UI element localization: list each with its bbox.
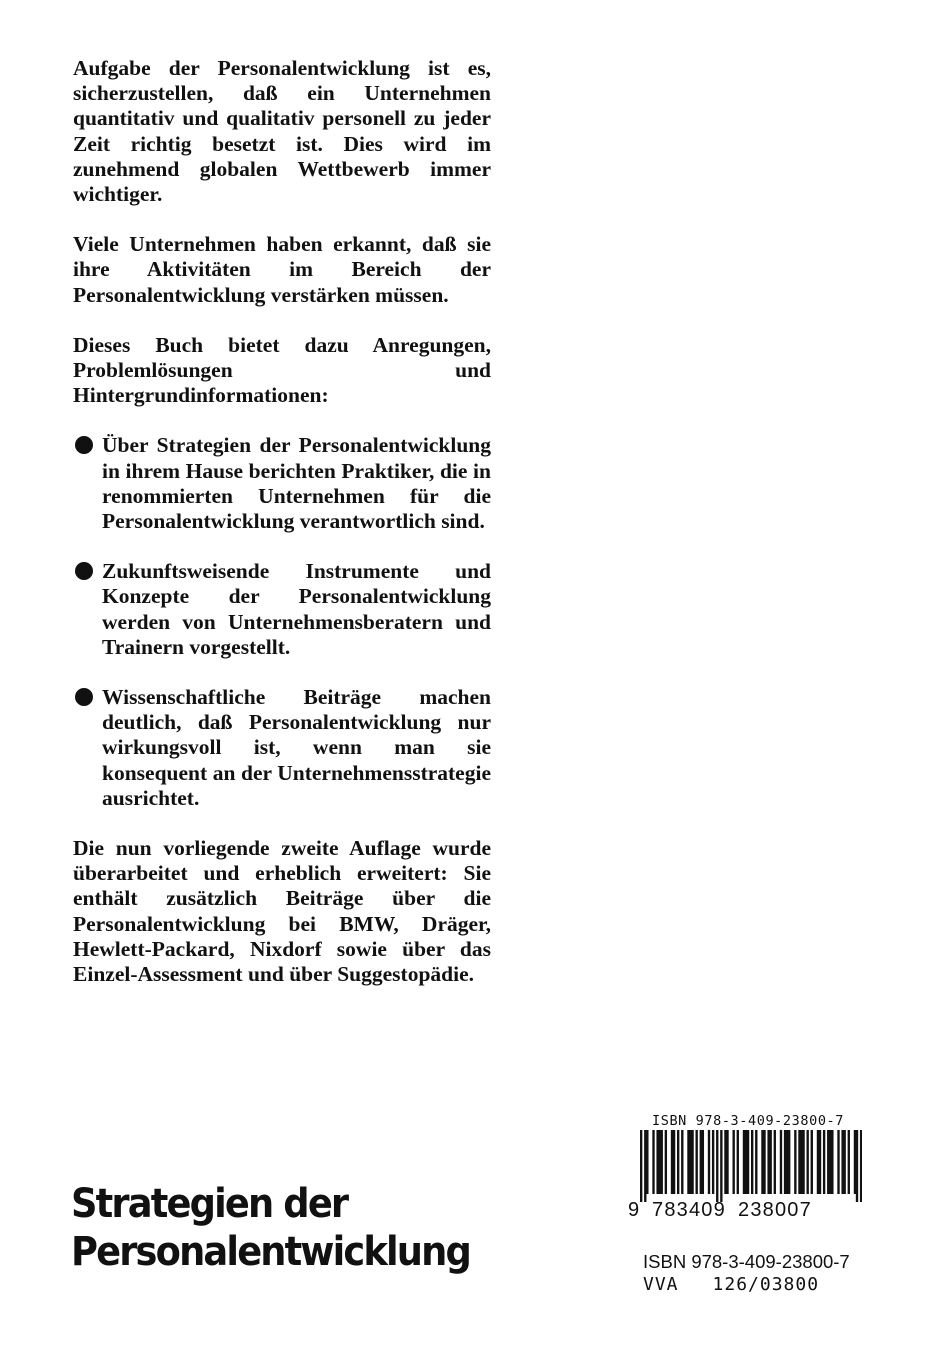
closing-paragraph: Die nun vorliegende zweite Auflage wurde überarbeitet und erheblich erweitert: Sie enthält zusätzlich Beiträge über die Personalentwicklung bei BMW, Dräger, Hewlett-Packard, Nixdorf sowie über das Einzel-Assessment und über Suggestopädie. — [73, 836, 491, 987]
barcode-bar — [640, 1130, 642, 1202]
barcode-first-digit: 9 — [628, 1199, 640, 1221]
barcode-bar — [712, 1130, 714, 1194]
barcode-bar — [652, 1130, 654, 1194]
barcode-bar — [751, 1130, 753, 1194]
barcode-bar — [700, 1130, 702, 1194]
barcode-bar — [702, 1130, 704, 1194]
barcode-bar — [786, 1130, 788, 1194]
barcode-bar — [755, 1130, 757, 1194]
barcode-bar — [774, 1130, 776, 1194]
barcode-right-digits: 238007 — [738, 1199, 812, 1221]
barcode-bar — [817, 1130, 819, 1194]
barcode-left-digits: 783409 — [652, 1199, 726, 1221]
barcode-bar — [854, 1130, 856, 1194]
barcode-bar — [659, 1130, 661, 1194]
barcode-bar — [770, 1130, 772, 1194]
barcode-bar — [720, 1130, 722, 1202]
isbn-number: ISBN 978-3-409-23800-7 — [643, 1251, 850, 1272]
bullet-item: Wissenschaftliche Beiträge machen deutlich, daß Personalentwicklung nur wirkungsvoll ist, wenn man sie konsequent an der Unternehmensstrategie ausrichtet. — [73, 685, 491, 811]
barcode-icon — [640, 1130, 862, 1202]
order-number: 126/03800 — [712, 1274, 820, 1295]
barcode-bar — [656, 1130, 658, 1194]
barcode-bar — [800, 1130, 802, 1194]
book-title-line-1: Strategien der — [71, 1181, 348, 1227]
bullet-item: Über Strategien der Personalentwicklung in ihrem Hause berichten Praktiker, die in renommierten Unternehmen für die Personalentwicklung verantwortlich sind. — [73, 433, 491, 534]
barcode-bar — [671, 1130, 673, 1194]
barcode-bar — [743, 1130, 745, 1194]
publisher-code — [643, 1274, 819, 1295]
barcode-bar — [827, 1130, 829, 1194]
barcode-bar — [780, 1130, 782, 1194]
barcode-bar — [726, 1130, 728, 1194]
back-cover-text — [73, 56, 491, 1012]
barcode-bar — [844, 1130, 846, 1194]
barcode-bar — [831, 1130, 833, 1194]
barcode-bar — [811, 1130, 813, 1194]
barcode-bar — [829, 1130, 831, 1194]
barcode-bar — [661, 1130, 663, 1194]
barcode-bar — [747, 1130, 749, 1194]
barcode-bar — [665, 1130, 667, 1194]
barcode-bar — [646, 1130, 648, 1194]
barcode-bar — [689, 1130, 691, 1194]
third-paragraph: Dieses Buch bietet dazu Anregungen, Problemlösungen und Hintergrundinformationen: — [73, 332, 491, 408]
barcode-bar — [696, 1130, 698, 1194]
barcode-bar — [798, 1130, 800, 1194]
barcode-bar — [860, 1130, 862, 1202]
book-title-line-2: Personalentwicklung — [71, 1229, 470, 1275]
barcode-bar — [794, 1130, 796, 1194]
barcode-bar — [788, 1130, 790, 1194]
barcode-bar — [677, 1130, 679, 1194]
barcode-bar — [644, 1130, 646, 1202]
barcode-bar — [691, 1130, 693, 1194]
bullet-item: Zukunftsweisende Instrumente und Konzepte der Personalentwicklung werden von Unternehmensberatern und Trainern vorgestellt. — [73, 559, 491, 660]
barcode-bar — [841, 1130, 843, 1194]
barcode-bar — [848, 1130, 850, 1194]
barcode-bar — [802, 1130, 804, 1194]
barcode-bar — [716, 1130, 718, 1202]
barcode-bar — [837, 1130, 839, 1194]
book-title — [71, 1180, 470, 1276]
second-paragraph: Viele Unternehmen haben erkannt, daß sie ihre Aktivitäten im Bereich der Personalentwicklung verstärken müssen. — [73, 232, 491, 307]
barcode-bar — [708, 1130, 710, 1194]
publisher-abbrev: VVA — [643, 1274, 679, 1295]
barcode-bar — [767, 1130, 769, 1194]
bullet-list — [73, 433, 491, 811]
barcode-bar — [819, 1130, 821, 1194]
barcode-bar — [856, 1130, 858, 1202]
barcode-isbn-label: ISBN 978-3-409-23800-7 — [652, 1113, 845, 1129]
barcode-bar — [763, 1130, 765, 1194]
barcode-bar — [687, 1130, 689, 1194]
barcode-bar — [761, 1130, 763, 1194]
intro-paragraph: Aufgabe der Personalentwicklung ist es, sicherzustellen, daß ein Unternehmen quantitativ und qualitativ personell zu jeder Zeit richtig besetzt ist. Dies wird im zunehmend globalen Wettbewerb immer wichtiger. — [73, 56, 491, 207]
barcode-bar — [823, 1130, 825, 1194]
barcode-bar — [733, 1130, 735, 1194]
barcode-bar — [784, 1130, 786, 1194]
barcode-bar — [681, 1130, 683, 1194]
barcode-bar — [807, 1130, 809, 1194]
barcode-bar — [737, 1130, 739, 1194]
barcode-bar — [673, 1130, 675, 1194]
barcode-bar — [724, 1130, 726, 1194]
barcode-bar — [745, 1130, 747, 1194]
